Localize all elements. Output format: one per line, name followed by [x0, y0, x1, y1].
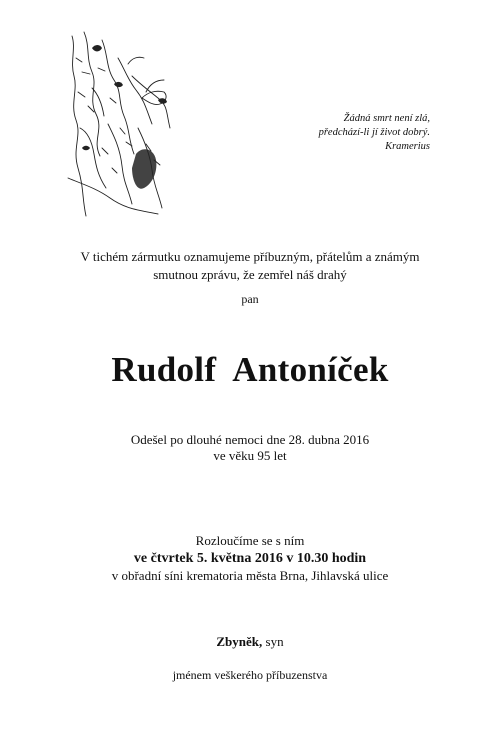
- farewell-location: v obřadní síni krematoria města Brna, Jihlavská ulice: [111, 568, 389, 583]
- passing-line-1: Odešel po dlouhé nemoci dne 28. dubna 2016: [130, 432, 370, 447]
- title-word: pan: [241, 292, 259, 306]
- quote-author: Kramerius: [385, 141, 430, 152]
- intro-line-1: V tichém zármutku oznamujeme příbuzným, přátelům a známým: [80, 249, 420, 264]
- first-name: Rudolf: [111, 350, 217, 389]
- signatory-relation: syn: [265, 634, 284, 649]
- farewell-line-1: Rozloučíme se s ním: [195, 533, 305, 548]
- on-behalf-of: jménem veškerého příbuzenstva: [172, 668, 328, 682]
- intro-line-2: smutnou zprávu, že zemřel náš drahý: [153, 267, 347, 282]
- passing-line-2: ve věku 95 let: [213, 448, 287, 463]
- announcement-intro: [40, 248, 460, 284]
- deceased-name: [0, 350, 500, 390]
- last-name: Antoníček: [232, 350, 389, 389]
- signatory-name: Zbyněk,: [216, 634, 263, 649]
- quote-line-1: Žádná smrt není zlá,: [343, 113, 430, 124]
- farewell-date-time: ve čtvrtek 5. května 2016 v 10.30 hodin: [133, 551, 367, 566]
- motto-quote: [230, 112, 430, 154]
- signature: [0, 634, 500, 650]
- passing-details: [0, 432, 500, 464]
- quote-line-2: předchází-li jí život dobrý.: [318, 127, 430, 138]
- funeral-details: [0, 532, 500, 584]
- rock-landscape-illustration: [62, 28, 182, 220]
